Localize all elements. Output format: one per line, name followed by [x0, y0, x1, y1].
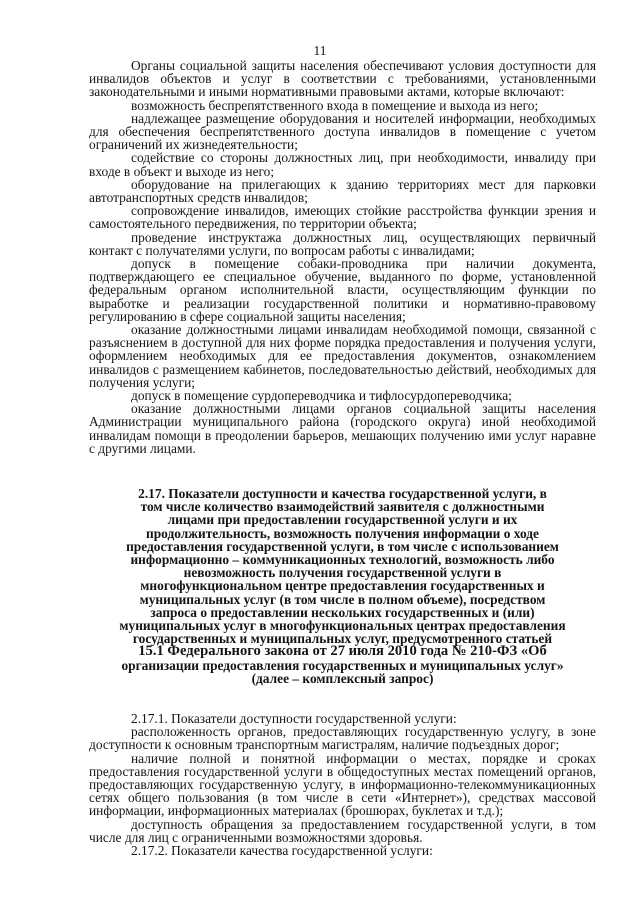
- accessibility-indicators-section: [89, 712, 596, 857]
- list-item: оказание должностными лицами инвалидам необходимой помощи, связанной с разъяснением в доступной для них форме порядка предоставления и получения услуги, оформлением необходимых для ее предоставления документов, ознакомлением инвалидов с размещением кабинетов, последовательностью действий, необходимых для получения услуги;: [89, 322, 596, 390]
- list-item: допуск в помещение собаки-проводника при наличии документа, подтверждающего ее специальное обучение, выданного по форме, установленной федеральным органом исполнительной власти, осуществляющим функции по выработке и реализации государственной политики и нормативно-правовому регулированию в сфере социальной защиты населения;: [89, 256, 596, 324]
- heading-line: муниципальных услуг в многофункциональных центрах предоставления: [119, 618, 566, 634]
- accessibility-conditions-section: [89, 59, 596, 455]
- heading-line: многофункциональном центре предоставления государственных и: [140, 578, 545, 594]
- subsection-title: 2.17.1. Показатели доступности государственной услуги:: [131, 711, 457, 726]
- list-item: расположенность органов, предоставляющих государственную услугу, в зоне доступности к основным транспортным магистралям, наличие подъездных дорог;: [89, 724, 596, 753]
- heading-line: 15.1 Федерального закона от 27 июля 2010 года № 210-ФЗ «Об: [138, 643, 547, 660]
- heading-line: запроса о предоставлении нескольких государственных и (или): [150, 604, 535, 620]
- heading-line: продолжительность, возможность получения информации о ходе: [146, 525, 539, 541]
- heading-line: невозможность получения государственной услуги в: [183, 565, 502, 581]
- heading-line: (далее – комплексный запрос): [251, 670, 434, 686]
- heading-line: государственных и муниципальных услуг, предусмотренного статьей: [132, 631, 553, 647]
- list-item: проведение инструктажа должностных лиц, осуществляющих первичный контакт с получателями услуги, по вопросам работы с инвалидами;: [89, 229, 596, 258]
- heading-line: муниципальных услуг (в том числе в полном объеме), посредством: [139, 591, 546, 607]
- heading-line: информационно – коммуникационных технологий, возможность либо: [130, 552, 555, 568]
- list-item: сопровождение инвалидов, имеющих стойкие расстройства функции зрения и самостоятельного передвижения, по территории объекта;: [89, 203, 596, 232]
- list-item: оборудование на прилегающих к зданию территориях мест для парковки автотранспортных средств инвалидов;: [89, 176, 596, 206]
- heading-line: предоставления государственной услуги, в том числе с использованием: [126, 538, 559, 554]
- list-item: возможность беспрепятственного входа в помещение и выхода из него;: [131, 97, 539, 113]
- list-item: допуск в помещение сурдопереводчика и тифлосурдопереводчика;: [131, 388, 512, 404]
- list-item: надлежащее размещение оборудования и носителей информации, необходимых для обеспечения беспрепятственного доступа инвалидов в помещение с учетом ограничений их жизнедеятельности;: [89, 110, 596, 153]
- paragraph: Органы социальной защиты населения обеспечивают условия доступности для инвалидов объектов и услуг в соответствии с требованиями, установленными законодательными и иными нормативными правовыми актами, которые включают:: [89, 58, 596, 100]
- section-heading-2-17: [89, 487, 596, 685]
- heading-line: том числе количество взаимодействий заявителя с должностными: [140, 499, 545, 515]
- list-item: оказание должностными лицами органов социальной защиты населения Администрации муниципального района (городского округа) иной необходимой инвалидам помощи в преодолении барьеров, мешающих получению ими услуг наравне с другими лицами.: [89, 401, 596, 456]
- page-number: 11: [313, 43, 327, 58]
- list-item: наличие полной и понятной информации о местах, порядке и сроках предоставления государственной услуги в общедоступных местах помещений органов, предоставляющих государственную услугу, в информационно-телекоммуникационных сетях общего пользования (в том числе в сети «Интернет»), средствах массовой информации, информационных материалах (брошюрах, буклетах и т.д.);: [89, 750, 596, 819]
- heading-line: лицами при предоставлении государственной услуги и их: [167, 512, 518, 528]
- list-item: доступность обращения за предоставлением государственной услуги, в том числе для лиц с ограниченными возможностями здоровья.: [89, 816, 596, 845]
- subsection-title: 2.17.2. Показатели качества государственной услуги:: [131, 843, 433, 859]
- heading-line: организации предоставления государственных и муниципальных услуг»: [121, 657, 564, 673]
- list-item: содействие со стороны должностных лиц, при необходимости, инвалиду при входе в объект и выходе из него;: [89, 150, 596, 179]
- heading-line: 2.17. Показатели доступности и качества государственной услуги, в: [138, 486, 547, 501]
